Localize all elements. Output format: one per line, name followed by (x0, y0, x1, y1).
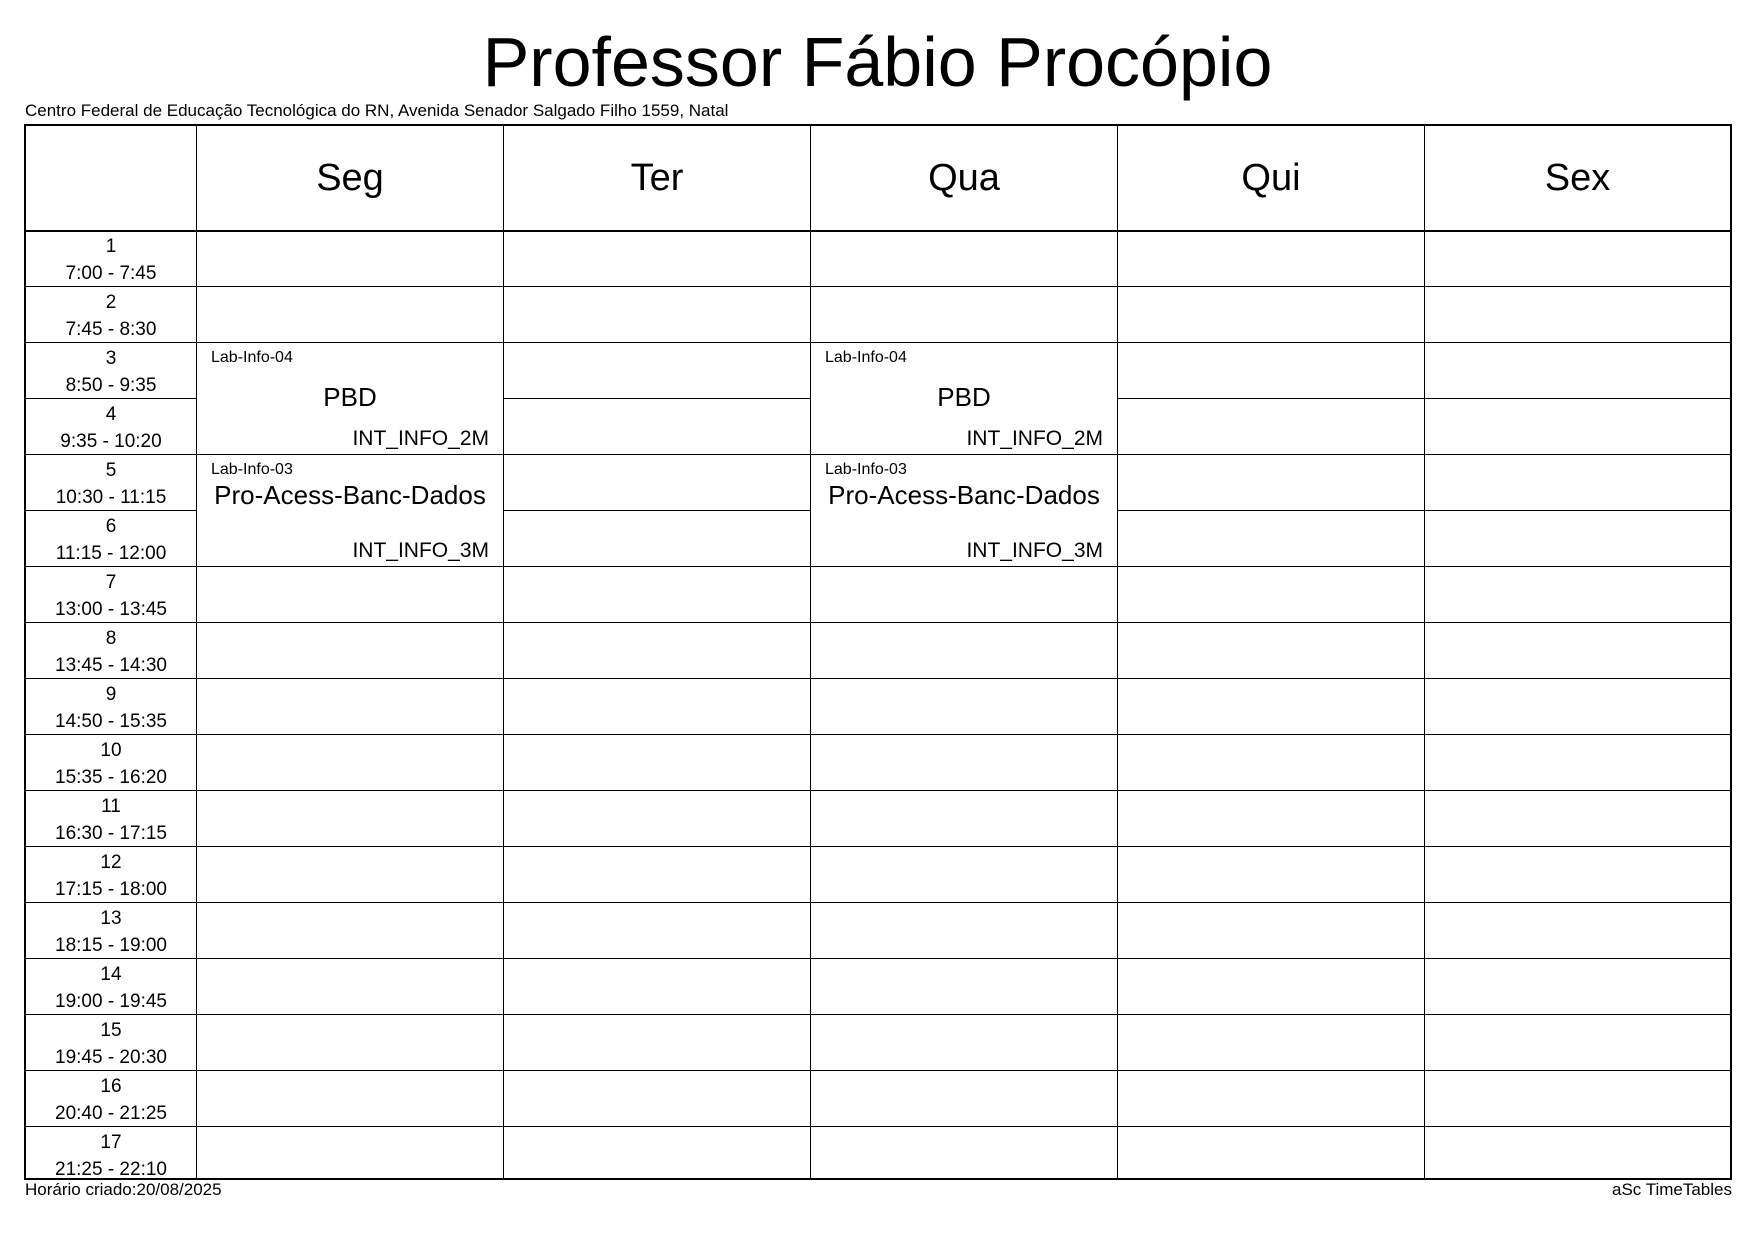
row-divider (26, 286, 1730, 287)
lesson-room: Lab-Info-03 (211, 461, 293, 478)
column-divider (1117, 126, 1118, 1178)
period-label (26, 288, 196, 344)
period-number: 11 (101, 796, 121, 817)
lesson-card[interactable] (197, 343, 503, 454)
period-time: 8:50 - 9:35 (65, 375, 157, 396)
period-time: 15:35 - 16:20 (55, 767, 167, 788)
day-header-seg: Seg (316, 157, 384, 199)
period-time: 7:45 - 8:30 (65, 319, 157, 340)
period-label (26, 1016, 196, 1072)
period-time: 13:45 - 14:30 (55, 655, 167, 676)
period-number: 2 (105, 292, 117, 313)
row-divider (26, 958, 1730, 959)
period-time: 14:50 - 15:35 (55, 711, 167, 732)
day-header-qui: Qui (1241, 157, 1301, 199)
period-time: 19:45 - 20:30 (55, 1047, 167, 1068)
period-number: 10 (100, 740, 122, 761)
period-number: 15 (100, 1020, 122, 1041)
period-label (26, 344, 196, 400)
period-time: 11:15 - 12:00 (55, 543, 167, 564)
period-label (26, 1128, 196, 1184)
day-header-ter: Ter (630, 157, 684, 199)
period-number: 13 (100, 908, 122, 929)
lesson-subject: PBD (323, 382, 377, 412)
software-credit: aSc TimeTables (1612, 1180, 1732, 1199)
period-time: 17:15 - 18:00 (55, 879, 167, 900)
lesson-class: INT_INFO_2M (966, 427, 1103, 450)
period-label (26, 568, 196, 624)
created-date: Horário criado:20/08/2025 (25, 1180, 222, 1199)
period-time: 21:25 - 22:10 (55, 1159, 167, 1180)
row-divider (26, 622, 1730, 623)
timetable-grid (24, 124, 1732, 1180)
period-label (26, 1072, 196, 1128)
period-label (26, 456, 196, 512)
lesson-room: Lab-Info-03 (825, 461, 907, 478)
lesson-class: INT_INFO_3M (966, 539, 1103, 562)
row-divider (26, 1014, 1730, 1015)
row-divider (26, 902, 1730, 903)
row-divider (26, 790, 1730, 791)
period-time: 9:35 - 10:20 (60, 431, 162, 452)
period-label (26, 512, 196, 568)
period-label (26, 736, 196, 792)
period-time: 7:00 - 7:45 (65, 263, 157, 284)
period-number: 8 (105, 628, 117, 649)
lesson-card[interactable] (811, 343, 1117, 454)
period-label (26, 400, 196, 456)
period-time: 16:30 - 17:15 (55, 823, 167, 844)
period-time: 10:30 - 11:15 (55, 487, 167, 508)
column-divider (810, 126, 811, 1178)
period-number: 3 (105, 348, 117, 369)
period-number: 6 (105, 516, 117, 537)
period-time: 19:00 - 19:45 (55, 991, 167, 1012)
lesson-room: Lab-Info-04 (825, 349, 907, 366)
lesson-subject: Pro-Acess-Banc-Dados (214, 480, 486, 510)
period-number: 4 (105, 404, 117, 425)
row-divider (26, 1070, 1730, 1071)
period-label (26, 848, 196, 904)
day-header-sex: Sex (1544, 157, 1611, 199)
period-label (26, 960, 196, 1016)
row-divider (26, 1126, 1730, 1127)
column-divider (1424, 126, 1425, 1178)
period-label (26, 624, 196, 680)
column-divider (196, 126, 197, 1178)
lesson-class: INT_INFO_2M (352, 427, 489, 450)
period-number: 16 (100, 1076, 122, 1097)
day-header-qua: Qua (928, 157, 1000, 199)
period-label (26, 904, 196, 960)
column-divider (503, 126, 504, 1178)
lesson-subject: PBD (937, 382, 991, 412)
period-number: 9 (105, 684, 117, 705)
school-address: Centro Federal de Educação Tecnológica do RN, Avenida Senador Salgado Filho 1559, Natal (25, 101, 729, 120)
row-divider (26, 846, 1730, 847)
period-number: 7 (105, 572, 117, 593)
lesson-card[interactable] (197, 455, 503, 566)
header-divider (26, 230, 1730, 232)
row-divider (26, 734, 1730, 735)
period-time: 13:00 - 13:45 (55, 599, 167, 620)
period-number: 12 (100, 852, 122, 873)
period-number: 17 (100, 1132, 122, 1153)
period-number: 5 (105, 460, 117, 481)
row-divider (26, 678, 1730, 679)
period-label (26, 232, 196, 288)
lesson-room: Lab-Info-04 (211, 349, 293, 366)
page-title: Professor Fábio Procópio (482, 23, 1273, 101)
lesson-class: INT_INFO_3M (352, 539, 489, 562)
period-time: 18:15 - 19:00 (55, 935, 167, 956)
period-number: 14 (100, 964, 122, 985)
period-time: 20:40 - 21:25 (55, 1103, 167, 1124)
lesson-subject: Pro-Acess-Banc-Dados (828, 480, 1100, 510)
period-number: 1 (105, 236, 117, 257)
lesson-card[interactable] (811, 455, 1117, 566)
period-label (26, 792, 196, 848)
row-divider (26, 566, 1730, 567)
period-label (26, 680, 196, 736)
